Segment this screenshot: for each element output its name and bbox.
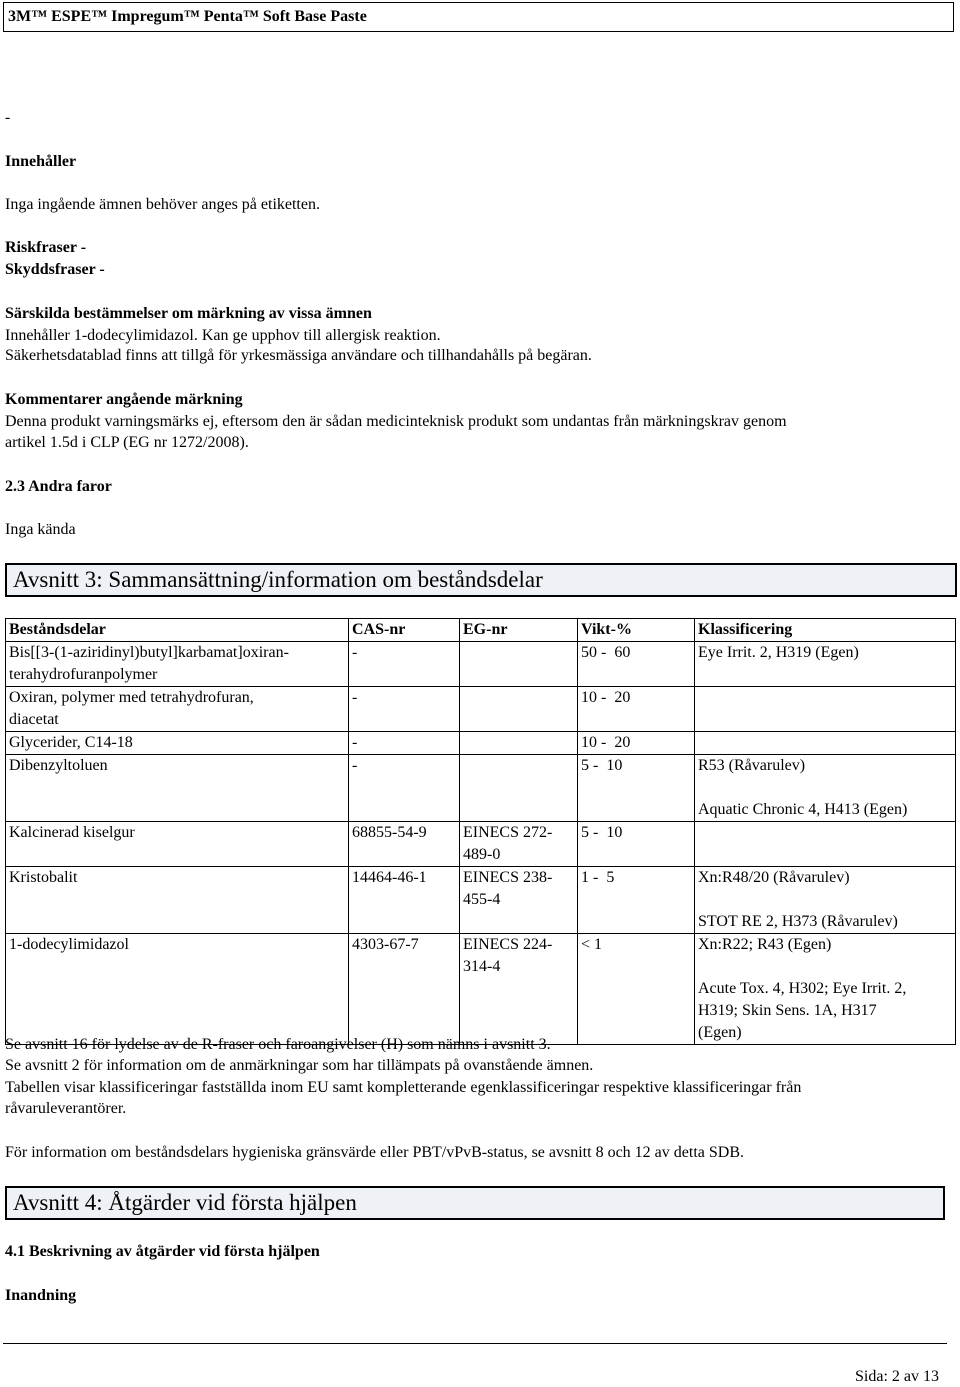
note-line-3: Tabellen visar klassificeringar fastställda inom EU samt kompletterande egenklassificeringar respektive klassificeringar från	[5, 1079, 802, 1096]
cell-eg: EINECS 238- 455-4	[460, 867, 578, 934]
cell-weight: 1 - 5	[578, 867, 695, 934]
cell-classification	[695, 687, 956, 732]
product-title: 3M™ ESPE™ Impregum™ Penta™ Soft Base Paste	[8, 8, 367, 25]
contains-heading: Innehåller	[5, 153, 77, 170]
cell-classification: Xn:R48/20 (Råvarulev) STOT RE 2, H373 (Råvarulev)	[695, 867, 956, 934]
section-4-title: Avsnitt 4: Åtgärder vid första hjälpen	[13, 1190, 357, 1215]
cell-component: Bis[[3-(1-aziridinyl)butyl]karbamat]oxiran- terahydrofuranpolymer	[6, 642, 349, 687]
section-3-header	[5, 563, 957, 597]
cell-component: Glycerider, C14-18	[6, 732, 349, 755]
special-provisions-line-1: Innehåller 1-dodecylimidazol. Kan ge upphov till allergisk reaktion.	[5, 327, 441, 344]
safety-phrases: Skyddsfraser -	[5, 261, 105, 278]
cell-eg	[460, 687, 578, 732]
special-provisions-heading: Särskilda bestämmelser om märkning av vissa ämnen	[5, 305, 372, 322]
labelling-comments-line-1: Denna produkt varningsmärks ej, eftersom den är sådan medicinteknisk produkt som undantas från märkningskrav genom	[5, 413, 787, 430]
cell-eg	[460, 732, 578, 755]
other-hazards-text: Inga kända	[5, 521, 76, 538]
cell-classification: Xn:R22; R43 (Egen) Acute Tox. 4, H302; Eye Irrit. 2, H319; Skin Sens. 1A, H317 (Egen)	[695, 934, 956, 1045]
cell-weight: 10 - 20	[578, 687, 695, 732]
composition-table	[5, 618, 956, 1045]
cell-classification: Eye Irrit. 2, H319 (Egen)	[695, 642, 956, 687]
contains-text: Inga ingående ämnen behöver anges på etiketten.	[5, 196, 320, 213]
cell-weight: 5 - 10	[578, 822, 695, 867]
section-4-1-heading: 4.1 Beskrivning av åtgärder vid första hjälpen	[5, 1243, 320, 1260]
cell-cas: -	[349, 642, 460, 687]
cell-component: Kristobalit	[6, 867, 349, 934]
note-line-2: Se avsnitt 2 för information om de anmärkningar som har tillämpats på ovanstående ämnen.	[5, 1057, 594, 1074]
cell-cas: -	[349, 755, 460, 822]
table-row	[6, 732, 956, 755]
dash-line: -	[5, 109, 11, 126]
table-row	[6, 642, 956, 687]
note-line-4: råvaruleverantörer.	[5, 1100, 127, 1117]
cell-eg: EINECS 272- 489-0	[460, 822, 578, 867]
inhalation-heading: Inandning	[5, 1287, 77, 1304]
cell-component: Kalcinerad kiselgur	[6, 822, 349, 867]
col-header-weight: Vikt-%	[578, 619, 695, 642]
cell-cas: 4303-67-7	[349, 934, 460, 1045]
cell-classification	[695, 822, 956, 867]
section-3-title: Avsnitt 3: Sammansättning/information om beståndsdelar	[13, 567, 543, 592]
table-row	[6, 934, 956, 1045]
page-number: Sida: 2 av 13	[855, 1368, 939, 1385]
cell-classification: R53 (Råvarulev) Aquatic Chronic 4, H413 (Egen)	[695, 755, 956, 822]
col-header-eg: EG-nr	[460, 619, 578, 642]
section-4-header	[5, 1186, 945, 1220]
special-provisions-line-2: Säkerhetsdatablad finns att tillgå för yrkesmässiga användare och tillhandahålls på begäran.	[5, 347, 592, 364]
table-row	[6, 755, 956, 822]
cell-weight: 5 - 10	[578, 755, 695, 822]
table-row	[6, 687, 956, 732]
labelling-comments-heading: Kommentarer angående märkning	[5, 391, 243, 408]
document-header	[3, 2, 954, 32]
cell-weight: < 1	[578, 934, 695, 1045]
col-header-classification: Klassificering	[695, 619, 956, 642]
cell-weight: 50 - 60	[578, 642, 695, 687]
footer-divider	[3, 1343, 947, 1344]
table-row	[6, 822, 956, 867]
cell-eg	[460, 755, 578, 822]
cell-weight: 10 - 20	[578, 732, 695, 755]
cell-cas: -	[349, 732, 460, 755]
table-row	[6, 867, 956, 934]
other-hazards-heading: 2.3 Andra faror	[5, 478, 112, 495]
cell-eg	[460, 642, 578, 687]
cell-cas: 14464-46-1	[349, 867, 460, 934]
cell-cas: 68855-54-9	[349, 822, 460, 867]
cell-cas: -	[349, 687, 460, 732]
cell-eg: EINECS 224- 314-4	[460, 934, 578, 1045]
col-header-component: Beståndsdelar	[6, 619, 349, 642]
cell-component: 1-dodecylimidazol	[6, 934, 349, 1045]
cell-classification	[695, 732, 956, 755]
table-header-row	[6, 619, 956, 642]
col-header-cas: CAS-nr	[349, 619, 460, 642]
cell-component: Oxiran, polymer med tetrahydrofuran, diacetat	[6, 687, 349, 732]
note-line-1: Se avsnitt 16 för lydelse av de R-fraser och faroangivelser (H) som nämns i avsnitt 3.	[5, 1036, 551, 1053]
labelling-comments-line-2: artikel 1.5d i CLP (EG nr 1272/2008).	[5, 434, 249, 451]
cell-component: Dibenzyltoluen	[6, 755, 349, 822]
risk-phrases: Riskfraser -	[5, 239, 87, 256]
note-line-5: För information om beståndsdelars hygieniska gränsvärde eller PBT/vPvB-status, se avsnitt 8 och 12 av detta SDB.	[5, 1144, 744, 1161]
